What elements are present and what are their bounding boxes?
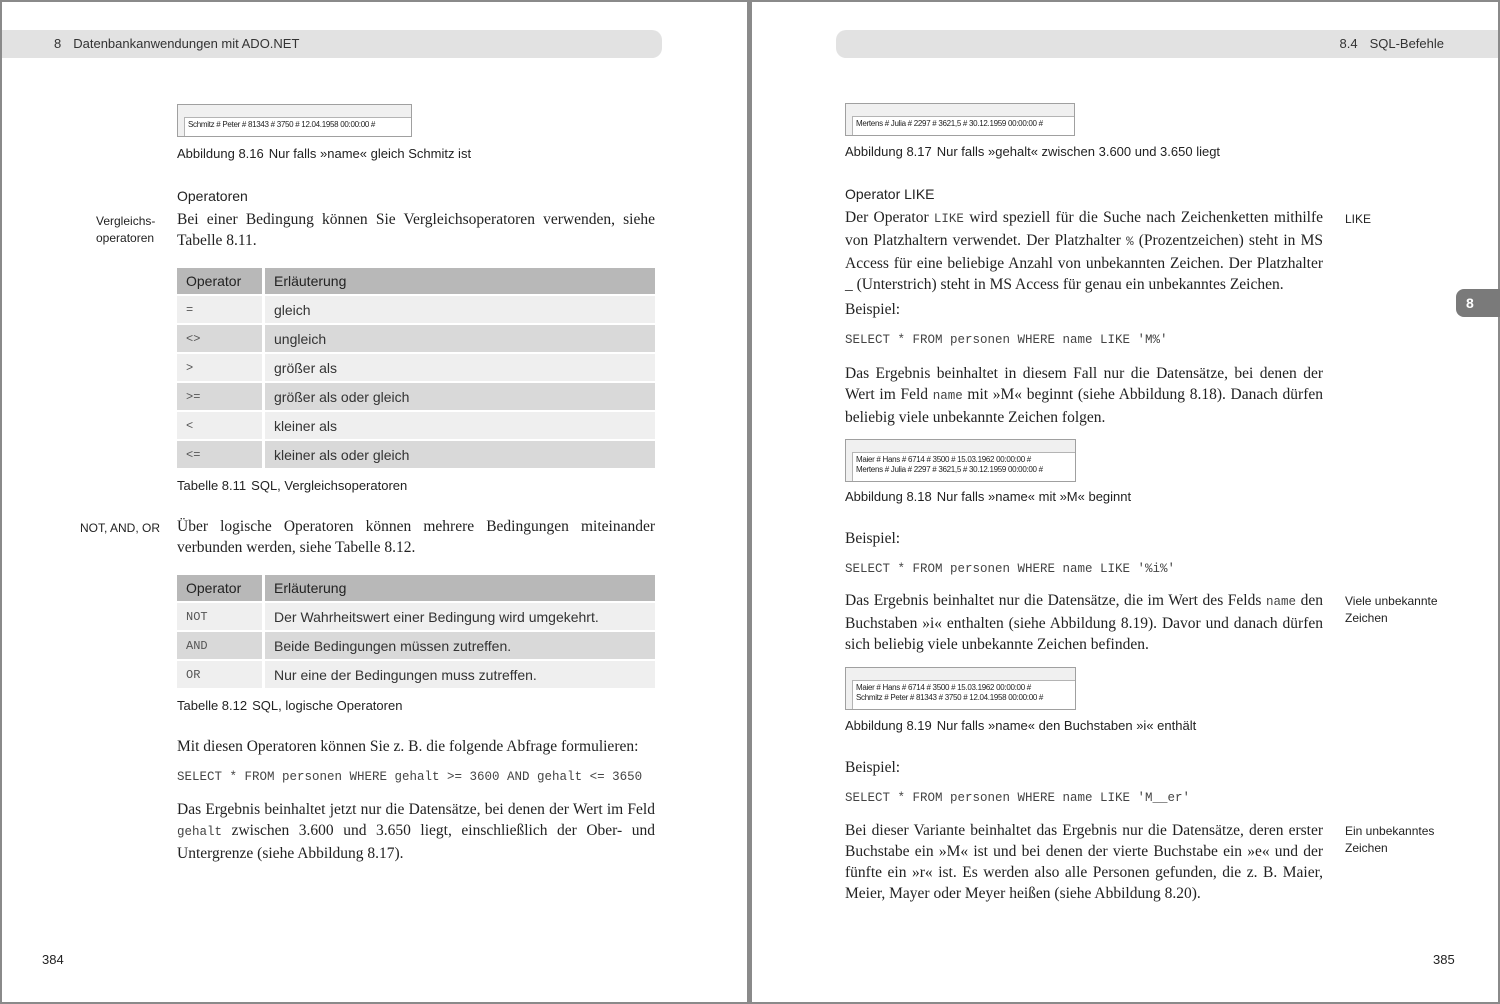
example1-paragraph: [845, 363, 1323, 428]
figure-8-17-caption: [845, 144, 1220, 159]
operator-cell: <>: [177, 325, 265, 352]
caption-text: Nur falls »name« mit »M« beginnt: [936, 489, 1132, 504]
chapter-tab: 8: [1456, 289, 1500, 317]
caption-label: Abbildung 8.16: [177, 146, 264, 161]
caption-text: Nur falls »gehalt« zwischen 3.600 und 3.650 liegt: [936, 144, 1221, 159]
table-header-row: [177, 575, 655, 601]
figure-8-18-caption: [845, 489, 1131, 504]
table-row: [177, 441, 655, 468]
section-heading-operatoren: Operatoren: [177, 188, 248, 204]
operator-cell: <: [177, 412, 265, 439]
table-8-11: [177, 266, 655, 470]
chapter-number: 8: [54, 36, 62, 51]
section-heading-like: Operator LIKE: [845, 186, 935, 202]
example-label: Beispiel:: [845, 301, 901, 318]
operator-cell: AND: [177, 632, 265, 659]
table-8-12-caption: [177, 698, 402, 713]
text-run: Das Ergebnis beinhaltet jetzt nur die Datensätze, bei denen der Wert im Feld: [177, 801, 655, 818]
margin-note-line: Vergleichs-: [96, 214, 156, 228]
margin-note-line: Viele unbekannte: [1345, 594, 1438, 608]
screenshot-line: Schmitz # Peter # 81343 # 3750 # 12.04.1958 00:00:00 #: [856, 693, 1044, 702]
screenshot-line: Schmitz # Peter # 81343 # 3750 # 12.04.1958 00:00:00 #: [188, 120, 376, 129]
table-row: [177, 383, 655, 410]
explanation-cell: gleich: [265, 296, 655, 323]
page-number: 385: [1433, 952, 1455, 967]
caption-text: Nur falls »name« den Buchstaben »i« enthält: [936, 718, 1197, 733]
inline-code: %: [1126, 235, 1134, 249]
figure-8-16-screenshot: [177, 104, 412, 137]
example2-paragraph: [845, 590, 1323, 655]
margin-note-one: [1345, 823, 1434, 857]
explanation-cell: Der Wahrheitswert einer Bedingung wird umgekehrt.: [265, 603, 655, 630]
caption-label: Abbildung 8.19: [845, 718, 932, 733]
table-row: [177, 661, 655, 688]
screenshot-line: Maier # Hans # 6714 # 3500 # 15.03.1962 00:00:00 #: [856, 455, 1031, 464]
table-row: [177, 603, 655, 630]
figure-8-18-screenshot: [845, 439, 1076, 482]
intro-paragraph: Bei einer Bedingung können Sie Vergleichsoperatoren verwenden, siehe Tabelle 8.11.: [177, 211, 655, 249]
caption-text: SQL, logische Operatoren: [252, 698, 403, 713]
margin-note-line: Ein unbekanntes: [1345, 824, 1435, 838]
table-row: [177, 412, 655, 439]
figure-8-17-screenshot: [845, 103, 1075, 136]
table-8-12: [177, 573, 655, 690]
text-run: Der Operator: [845, 209, 934, 226]
margin-note-like: LIKE: [1345, 212, 1372, 226]
text-run: (Prozentzeichen) steht in MS Access für eine beliebige Anzahl von unbekannten Zeichen. Der Platzhalter _ (Unterstrich) steht in MS Access für genau ein unbekanntes Zeichen.: [845, 232, 1324, 293]
running-header: [836, 30, 1498, 58]
running-header: [2, 30, 662, 58]
example-code: SELECT * FROM personen WHERE name LIKE 'M%': [845, 333, 1168, 347]
text-run: den Buchstaben »i« enthalten (siehe Abbildung 8.19). Davor und danach dürfen sich beliebig viele unbekannte Zeichen befinden.: [845, 592, 1323, 653]
section-number: 8.4: [1339, 36, 1358, 51]
operator-cell: >: [177, 354, 265, 381]
example-label: Beispiel:: [845, 530, 901, 547]
column-header-operator: Operator: [177, 268, 265, 294]
table-row: [177, 354, 655, 381]
example-code: SELECT * FROM personen WHERE name LIKE '%i%': [845, 562, 1176, 576]
margin-note-line: Zeichen: [1345, 611, 1388, 625]
query-code: SELECT * FROM personen WHERE gehalt >= 3600 AND gehalt <= 3650: [177, 770, 643, 784]
logical-paragraph: Über logische Operatoren können mehrere Bedingungen miteinander verbunden werden, siehe Tabelle 8.12.: [177, 518, 655, 556]
explanation-cell: Beide Bedingungen müssen zutreffen.: [265, 632, 655, 659]
column-header-explanation: Erläuterung: [265, 575, 655, 601]
caption-text: Nur falls »name« gleich Schmitz ist: [268, 146, 472, 161]
text-run: mit »M« beginnt (siehe Abbildung 8.18). Danach dürfen beliebig viele unbekannte Zeichen folgen.: [845, 386, 1324, 426]
figure-8-19-caption: [845, 718, 1196, 733]
like-paragraph: [845, 207, 1323, 295]
screenshot-line: Mertens # Julia # 2297 # 3621,5 # 30.12.1959 00:00:00 #: [856, 465, 1043, 474]
explanation-cell: größer als oder gleich: [265, 383, 655, 410]
inline-code: name: [1266, 595, 1297, 609]
operator-cell: =: [177, 296, 265, 323]
inline-code: gehalt: [177, 825, 223, 839]
operator-cell: OR: [177, 661, 265, 688]
explanation-cell: kleiner als: [265, 412, 655, 439]
text-run: Das Ergebnis beinhaltet in diesem Fall nur die Datensätze, bei denen der Wert im Feld: [845, 365, 1323, 403]
screenshot-line: Mertens # Julia # 2297 # 3621,5 # 30.12.1959 00:00:00 #: [856, 119, 1043, 128]
explanation-cell: ungleich: [265, 325, 655, 352]
section-title: SQL-Befehle: [1369, 36, 1444, 51]
example3-paragraph: Bei dieser Variante beinhaltet das Ergebnis nur die Datensätze, deren erster Buchstabe ein »M« ist und bei denen der vierte Buchstabe ein »e« und der fünfte ein »r« ist. Es werden also alle Personen gefunden, die z. B. Maier, Meier, Mayer oder Meyer heißen (siehe Abbildung 8.20).: [845, 822, 1323, 902]
text-run: wird speziell für die Suche nach Zeichenketten mithilfe von Platzhaltern verwendet. Der Platzhalter: [845, 209, 1323, 249]
table-header-row: [177, 268, 655, 294]
margin-note-line: Zeichen: [1345, 841, 1388, 855]
operator-cell: >=: [177, 383, 265, 410]
figure-8-16-caption: [177, 146, 471, 161]
page-number: 384: [42, 952, 64, 967]
column-header-explanation: Erläuterung: [265, 268, 655, 294]
margin-note-comparison: [96, 213, 155, 247]
margin-note-line: operatoren: [96, 231, 155, 245]
chapter-title: Datenbankanwendungen mit ADO.NET: [73, 36, 300, 51]
explanation-cell: größer als: [265, 354, 655, 381]
inline-code: name: [932, 389, 963, 403]
table-row: [177, 632, 655, 659]
caption-label: Tabelle 8.11: [177, 478, 247, 493]
inline-code: LIKE: [933, 212, 964, 226]
text-run: Das Ergebnis beinhaltet nur die Datensätze, die im Wert des Felds: [845, 592, 1266, 609]
caption-label: Abbildung 8.17: [845, 144, 932, 159]
explanation-cell: Nur eine der Bedingungen muss zutreffen.: [265, 661, 655, 688]
margin-note-many: [1345, 593, 1438, 627]
caption-label: Abbildung 8.18: [845, 489, 932, 504]
table-row: [177, 325, 655, 352]
operator-cell: NOT: [177, 603, 265, 630]
example-label: Beispiel:: [845, 759, 901, 776]
caption-label: Tabelle 8.12: [177, 698, 248, 713]
query-intro: Mit diesen Operatoren können Sie z. B. die folgende Abfrage formulieren:: [177, 738, 639, 755]
caption-text: SQL, Vergleichsoperatoren: [251, 478, 408, 493]
operator-cell: <=: [177, 441, 265, 468]
margin-note-logical: NOT, AND, OR: [80, 521, 161, 535]
text-run: zwischen 3.600 und 3.650 liegt, einschließlich der Ober- und Untergrenze (siehe Abbildung 8.17).: [177, 822, 655, 862]
right-page: [752, 2, 1498, 1002]
example-code: SELECT * FROM personen WHERE name LIKE 'M__er': [845, 791, 1191, 805]
column-header-operator: Operator: [177, 575, 265, 601]
table-row: [177, 296, 655, 323]
left-page: [2, 2, 747, 1002]
figure-8-19-screenshot: [845, 667, 1076, 710]
explanation-cell: kleiner als oder gleich: [265, 441, 655, 468]
screenshot-line: Maier # Hans # 6714 # 3500 # 15.03.1962 00:00:00 #: [856, 683, 1031, 692]
table-8-11-caption: [177, 478, 407, 493]
result-paragraph: [177, 799, 655, 864]
